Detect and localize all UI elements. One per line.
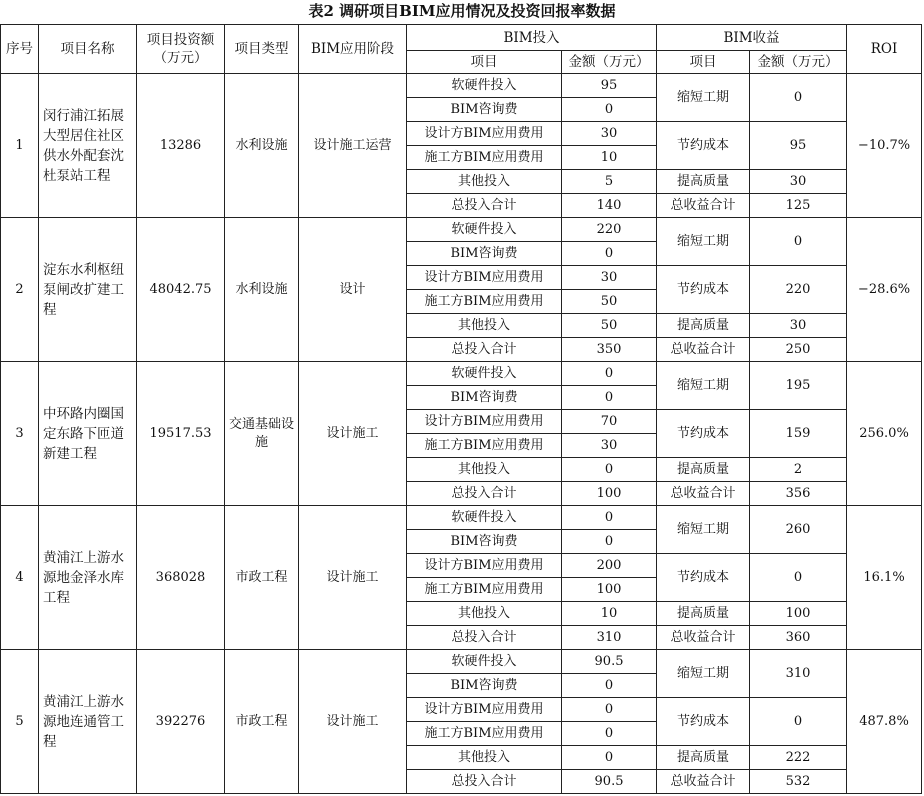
benefit-amount: 260 (750, 506, 847, 554)
project-name: 黄浦江上游水源地连通管工程 (39, 650, 137, 794)
input-item-label: 总投入合计 (407, 338, 562, 362)
benefit-item-label: 节约成本 (657, 554, 750, 602)
input-amount: 0 (562, 506, 657, 530)
project-investment: 13286 (137, 74, 225, 218)
input-item-label: 总投入合计 (407, 770, 562, 794)
benefit-item-label: 节约成本 (657, 698, 750, 746)
benefit-item-label: 缩短工期 (657, 218, 750, 266)
benefit-item-label: 提高质量 (657, 314, 750, 338)
benefit-amount: 30 (750, 170, 847, 194)
project-seq: 1 (1, 74, 39, 218)
table-title: 表2 调研项目BIM应用情况及投资回报率数据 (308, 2, 616, 20)
input-item-label: 设计方BIM应用费用 (407, 698, 562, 722)
project-stage: 设计 (299, 218, 407, 362)
input-amount: 0 (562, 362, 657, 386)
project-type: 水利设施 (225, 74, 299, 218)
benefit-item-label: 缩短工期 (657, 362, 750, 410)
input-item-label: 总投入合计 (407, 626, 562, 650)
project-stage: 设计施工 (299, 506, 407, 650)
input-amount: 90.5 (562, 650, 657, 674)
project-stage: 设计施工运营 (299, 74, 407, 218)
benefit-item-label: 总收益合计 (657, 770, 750, 794)
benefit-item-label: 总收益合计 (657, 194, 750, 218)
benefit-item-label: 缩短工期 (657, 74, 750, 122)
benefit-amount: 125 (750, 194, 847, 218)
benefit-amount: 95 (750, 122, 847, 170)
input-amount: 100 (562, 578, 657, 602)
benefit-amount: 100 (750, 602, 847, 626)
input-item-label: 总投入合计 (407, 482, 562, 506)
input-amount: 100 (562, 482, 657, 506)
input-amount: 0 (562, 98, 657, 122)
table-row (1, 650, 922, 674)
project-name: 淀东水利枢纽泵闸改扩建工程 (39, 218, 137, 362)
input-item-label: BIM咨询费 (407, 530, 562, 554)
input-amount: 30 (562, 122, 657, 146)
input-amount: 0 (562, 530, 657, 554)
input-amount: 0 (562, 698, 657, 722)
input-amount: 50 (562, 290, 657, 314)
benefit-amount: 250 (750, 338, 847, 362)
benefit-amount: 195 (750, 362, 847, 410)
benefit-amount: 222 (750, 746, 847, 770)
input-amount: 30 (562, 266, 657, 290)
benefit-amount: 159 (750, 410, 847, 458)
benefit-item-label: 提高质量 (657, 458, 750, 482)
benefit-amount: 310 (750, 650, 847, 698)
project-name: 中环路内圈国定东路下匝道新建工程 (39, 362, 137, 506)
benefit-amount: 220 (750, 266, 847, 314)
input-item-label: 总投入合计 (407, 194, 562, 218)
header-bim-input: BIM投入 (407, 25, 657, 51)
benefit-amount: 360 (750, 626, 847, 650)
input-item-label: 其他投入 (407, 458, 562, 482)
project-stage: 设计施工 (299, 650, 407, 794)
input-item-label: 软硬件投入 (407, 218, 562, 242)
header-stage: BIM应用阶段 (299, 25, 407, 74)
project-type: 水利设施 (225, 218, 299, 362)
benefit-amount: 0 (750, 74, 847, 122)
benefit-amount: 30 (750, 314, 847, 338)
input-amount: 310 (562, 626, 657, 650)
table-row (1, 218, 922, 242)
table-row (1, 506, 922, 530)
input-item-label: BIM咨询费 (407, 98, 562, 122)
input-item-label: BIM咨询费 (407, 386, 562, 410)
benefit-item-label: 节约成本 (657, 122, 750, 170)
input-amount: 95 (562, 74, 657, 98)
project-investment: 368028 (137, 506, 225, 650)
input-amount: 140 (562, 194, 657, 218)
header-name: 项目名称 (39, 25, 137, 74)
benefit-item-label: 节约成本 (657, 410, 750, 458)
header-investment: 项目投资额（万元） (137, 25, 225, 74)
project-investment: 19517.53 (137, 362, 225, 506)
benefit-item-label: 提高质量 (657, 746, 750, 770)
input-amount: 0 (562, 386, 657, 410)
input-item-label: 施工方BIM应用费用 (407, 722, 562, 746)
input-amount: 10 (562, 602, 657, 626)
project-investment: 392276 (137, 650, 225, 794)
input-item-label: 其他投入 (407, 170, 562, 194)
input-item-label: 软硬件投入 (407, 506, 562, 530)
input-amount: 0 (562, 242, 657, 266)
header-benefit-amount: 金额（万元） (750, 51, 847, 74)
input-amount: 220 (562, 218, 657, 242)
project-roi: −28.6% (847, 218, 922, 362)
benefit-amount: 356 (750, 482, 847, 506)
input-item-label: 设计方BIM应用费用 (407, 410, 562, 434)
project-type: 市政工程 (225, 650, 299, 794)
benefit-item-label: 提高质量 (657, 602, 750, 626)
input-amount: 200 (562, 554, 657, 578)
input-item-label: 其他投入 (407, 746, 562, 770)
benefit-item-label: 总收益合计 (657, 338, 750, 362)
project-name: 闵行浦江拓展大型居住社区供水外配套沈杜泵站工程 (39, 74, 137, 218)
project-roi: 16.1% (847, 506, 922, 650)
benefit-item-label: 总收益合计 (657, 626, 750, 650)
input-amount: 50 (562, 314, 657, 338)
project-seq: 2 (1, 218, 39, 362)
input-item-label: 设计方BIM应用费用 (407, 266, 562, 290)
input-item-label: 其他投入 (407, 314, 562, 338)
input-amount: 0 (562, 722, 657, 746)
project-name: 黄浦江上游水源地金泽水库工程 (39, 506, 137, 650)
input-amount: 5 (562, 170, 657, 194)
project-seq: 3 (1, 362, 39, 506)
table-row (1, 362, 922, 386)
input-item-label: 软硬件投入 (407, 362, 562, 386)
project-stage: 设计施工 (299, 362, 407, 506)
benefit-item-label: 提高质量 (657, 170, 750, 194)
benefit-item-label: 节约成本 (657, 266, 750, 314)
input-item-label: 设计方BIM应用费用 (407, 122, 562, 146)
input-amount: 0 (562, 746, 657, 770)
table-row (1, 74, 922, 98)
input-item-label: BIM咨询费 (407, 242, 562, 266)
benefit-amount: 532 (750, 770, 847, 794)
input-item-label: 软硬件投入 (407, 74, 562, 98)
benefit-item-label: 缩短工期 (657, 506, 750, 554)
project-roi: −10.7% (847, 74, 922, 218)
header-roi: ROI (847, 25, 922, 74)
input-amount: 350 (562, 338, 657, 362)
benefit-amount: 2 (750, 458, 847, 482)
benefit-amount: 0 (750, 554, 847, 602)
benefit-item-label: 缩短工期 (657, 650, 750, 698)
input-amount: 70 (562, 410, 657, 434)
input-item-label: 施工方BIM应用费用 (407, 434, 562, 458)
table-body (1, 74, 922, 794)
header-bim-benefit: BIM收益 (657, 25, 847, 51)
header-seq: 序号 (1, 25, 39, 74)
header-input-item: 项目 (407, 51, 562, 74)
input-item-label: 施工方BIM应用费用 (407, 146, 562, 170)
benefit-item-label: 总收益合计 (657, 482, 750, 506)
project-roi: 256.0% (847, 362, 922, 506)
input-item-label: 设计方BIM应用费用 (407, 554, 562, 578)
roi-table (0, 24, 922, 794)
input-amount: 0 (562, 674, 657, 698)
project-type: 市政工程 (225, 506, 299, 650)
project-seq: 5 (1, 650, 39, 794)
benefit-amount: 0 (750, 218, 847, 266)
header-input-amount: 金额（万元） (562, 51, 657, 74)
input-amount: 30 (562, 434, 657, 458)
project-type: 交通基础设施 (225, 362, 299, 506)
input-amount: 90.5 (562, 770, 657, 794)
header-type: 项目类型 (225, 25, 299, 74)
project-roi: 487.8% (847, 650, 922, 794)
benefit-amount: 0 (750, 698, 847, 746)
input-item-label: 施工方BIM应用费用 (407, 290, 562, 314)
input-amount: 0 (562, 458, 657, 482)
project-investment: 48042.75 (137, 218, 225, 362)
input-amount: 10 (562, 146, 657, 170)
input-item-label: 施工方BIM应用费用 (407, 578, 562, 602)
input-item-label: 软硬件投入 (407, 650, 562, 674)
header-benefit-item: 项目 (657, 51, 750, 74)
project-seq: 4 (1, 506, 39, 650)
input-item-label: BIM咨询费 (407, 674, 562, 698)
input-item-label: 其他投入 (407, 602, 562, 626)
